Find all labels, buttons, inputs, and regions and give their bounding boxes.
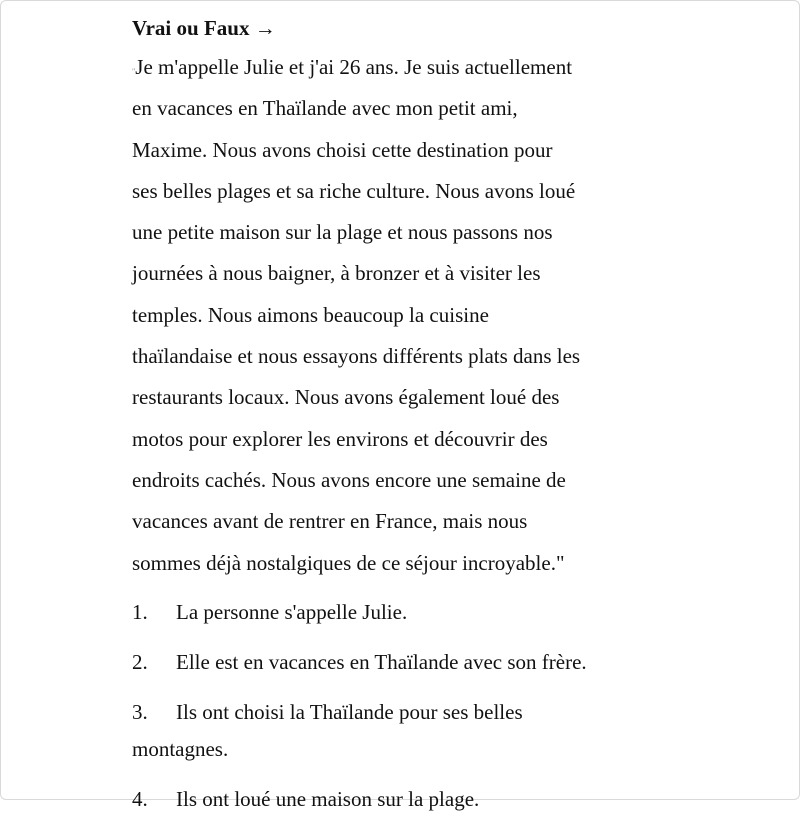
question-number: 4. — [132, 786, 148, 811]
passage-line-11: endroits cachés. Nous avons encore une semaine de — [132, 467, 566, 492]
passage-line-5: une petite maison sur la plage et nous passons nos — [132, 220, 553, 245]
question-number: 3. — [132, 699, 148, 724]
exercise-title: Vrai ou Faux → — [132, 16, 276, 40]
passage-line-7: temples. Nous aimons beaucoup la cuisine — [132, 302, 489, 327]
quote-mark: " — [132, 67, 136, 76]
passage-line-2: en vacances en Thaïlande avec mon petit ami, — [132, 96, 518, 121]
passage-line-3: Maxime. Nous avons choisi cette destination pour — [132, 137, 553, 162]
passage-line-10: motos pour explorer les environs et découvrir des — [132, 426, 548, 451]
question-text: Elle est en vacances en Thaïlande avec son frère. — [176, 649, 587, 674]
passage-line-6: journées à nous baigner, à bronzer et à visiter les — [132, 261, 541, 286]
passage-line-1: "Je m'appelle Julie et j'ai 26 ans. Je suis actuellement — [132, 55, 573, 79]
passage-line-12: vacances avant de rentrer en France, mais nous — [132, 509, 528, 534]
passage-line-8: thaïlandaise et nous essayons différents plats dans les — [132, 344, 581, 369]
passage-line-9: restaurants locaux. Nous avons également loué des — [132, 385, 560, 410]
question-item — [132, 594, 692, 631]
question-item — [132, 781, 692, 818]
passage-line-13: sommes déjà nostalgiques de ce séjour incroyable." — [132, 550, 565, 575]
question-number: 2. — [132, 649, 148, 674]
question-text: Ils ont loué une maison sur la plage. — [176, 786, 480, 811]
passage-line-4: ses belles plages et sa riche culture. Nous avons loué — [132, 178, 576, 203]
document — [132, 12, 692, 831]
question-item — [132, 694, 692, 768]
reading-passage — [132, 47, 677, 584]
question-continuation: montagnes. — [132, 736, 229, 761]
question-text: Ils ont choisi la Thaïlande pour ses belles — [176, 699, 523, 724]
question-item — [132, 644, 692, 681]
question-text: La personne s'appelle Julie. — [176, 599, 408, 624]
question-number: 1. — [132, 599, 148, 624]
question-list — [132, 594, 692, 818]
